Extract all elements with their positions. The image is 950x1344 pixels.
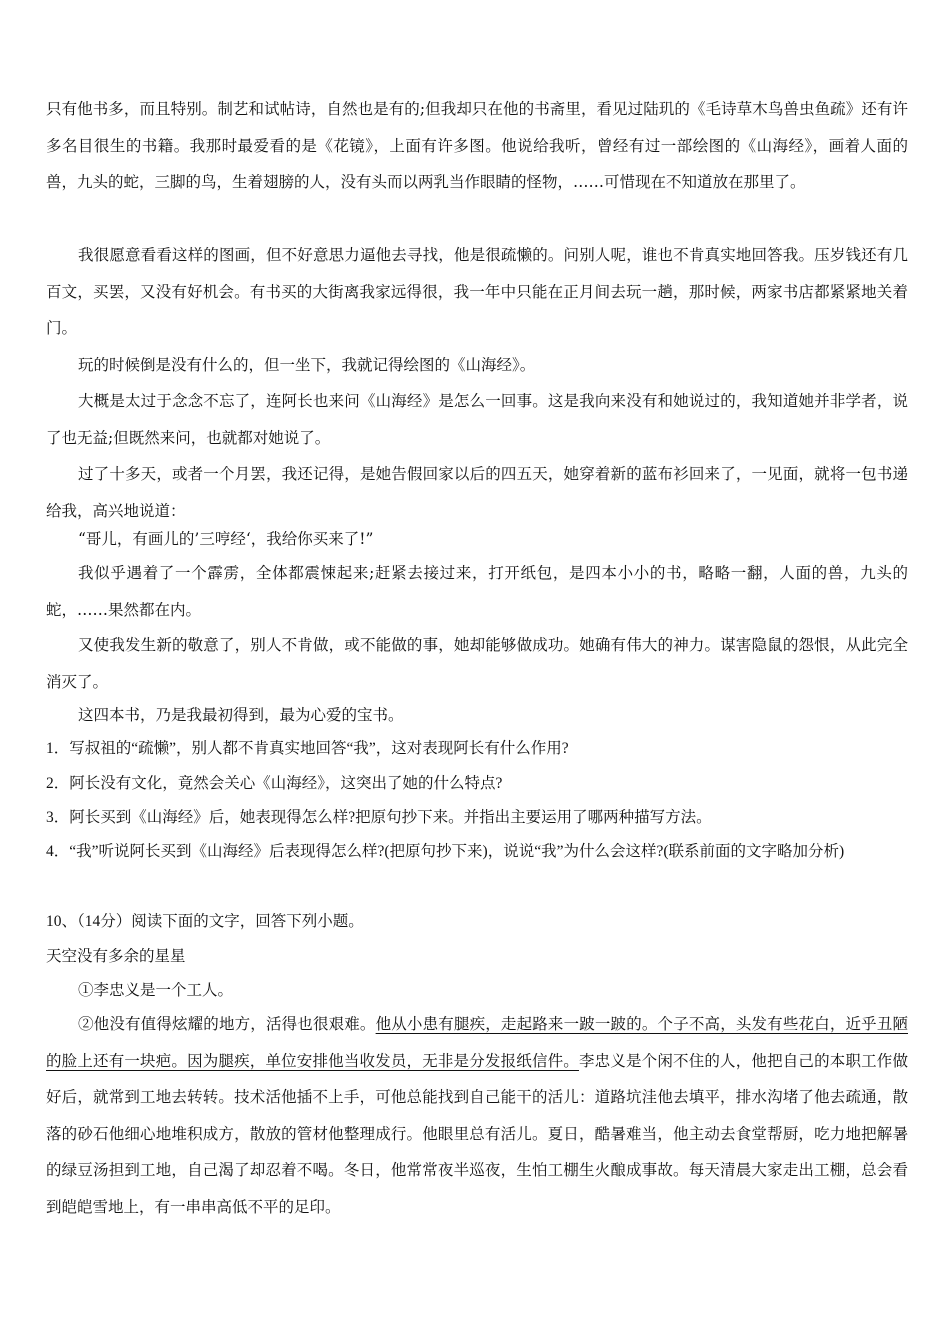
passage-paragraph-3: 玩的时候倒是没有什么的，但一坐下，我就记得绘图的《山海经》。 bbox=[78, 356, 536, 374]
passage-paragraph-7: 我似乎遇着了一个霹雳，全体都震悚起来;赶紧去接过来，打开纸包，是四本小小的书，略略一翻，人面的兽，九头的蛇，……果然都在内。 bbox=[46, 564, 908, 619]
passage-paragraph-2: 我很愿意看看这样的图画，但不好意思力逼他去寻找，他是很疏懒的。问别人呢，谁也不肯真实地回答我。压岁钱还有几百文，买罢，又没有好机会。有书买的大街离我家远得很，我一年中只能在正月间去玩一趟，那时候，两家书店都紧紧地关着门。 bbox=[46, 246, 908, 337]
article-paragraph-1: ①李忠义是一个工人。 bbox=[78, 981, 234, 999]
passage-paragraph-9: 这四本书，乃是我最初得到，最为心爱的宝书。 bbox=[78, 706, 404, 724]
section-10-header: 10、（14分）阅读下面的文字，回答下列小题。 bbox=[46, 913, 364, 930]
passage-paragraph-1: 只有他书多，而且特别。制艺和试帖诗，自然也是有的;但我却只在他的书斋里，看见过陆玑的《毛诗草木鸟兽虫鱼疏》还有许多名目很生的书籍。我那时最爱看的是《花镜》，上面有许多图。他说给我听，曾经有过一部绘图的《山海经》，画着人面的兽，九头的蛇，三脚的鸟，生着翅膀的人，没有头而以两乳当作眼睛的怪物，……可惜现在不知道放在那里了。 bbox=[46, 100, 908, 191]
passage-paragraph-4: 大概是太过于念念不忘了，连阿长也来问《山海经》是怎么一回事。这是我向来没有和她说过的，我知道她并非学者，说了也无益;但既然来问，也就都对她说了。 bbox=[46, 392, 908, 447]
question-2: 2．阿长没有文化，竟然会关心《山海经》，这突出了她的什么特点? bbox=[46, 775, 503, 792]
question-3: 3．阿长买到《山海经》后，她表现得怎么样?把原句抄下来。并指出主要运用了哪两种描写方法。 bbox=[46, 809, 712, 826]
question-1: 1．写叔祖的“疏懒”，别人都不肯真实地回答“我”，这对表现阿长有什么作用? bbox=[46, 740, 569, 757]
underlined-passage: 他从小患有腿疾，走起路来一跛一跛的。个子不高，头发有些花白，近乎丑陋的脸上还有一块疤。因为腿疾，单位安排他当收发员，无非是分发报纸信件。 bbox=[46, 1015, 908, 1070]
article-paragraph-2 bbox=[46, 1006, 908, 1225]
article-paragraph-2-rest: 李忠义是个闲不住的人，他把自己的本职工作做好后，就常到工地去转转。技术活他插不上手，可他总能找到自己能干的活儿：道路坑洼他去填平，排水沟堵了他去疏通，散落的砂石他细心地堆积成方，散放的管材他整理成行。他眼里总有活儿。夏日，酷暑难当，他主动去食堂帮厨，吃力地把解暑的绿豆汤担到工地，自己渴了却忍着不喝。冬日，他常常夜半巡夜，生怕工棚生火酿成事故。每天清晨大家走出工棚，总会看到皑皑雪地上，有一串串高低不平的足印。 bbox=[46, 1051, 908, 1216]
passage-dialogue-line: “哥儿，有画儿的’三哼经‘，我给你买来了!” bbox=[78, 530, 374, 548]
article-paragraph-2-lead: ②他没有值得炫耀的地方，活得也很艰难。 bbox=[78, 1015, 376, 1033]
passage-paragraph-8: 又使我发生新的敬意了，别人不肯做，或不能做的事，她却能够做成功。她确有伟大的神力。谋害隐鼠的怨恨，从此完全消灭了。 bbox=[46, 636, 908, 691]
article-title: 天空没有多余的星星 bbox=[46, 947, 186, 965]
question-4: 4．“我”听说阿长买到《山海经》后表现得怎么样?(把原句抄下来)，说说“我”为什么会这样?(联系前面的文字略加分析) bbox=[46, 843, 845, 860]
passage-paragraph-5: 过了十多天，或者一个月罢，我还记得，是她告假回家以后的四五天，她穿着新的蓝布衫回来了，一见面，就将一包书递给我，高兴地说道： bbox=[46, 465, 908, 520]
